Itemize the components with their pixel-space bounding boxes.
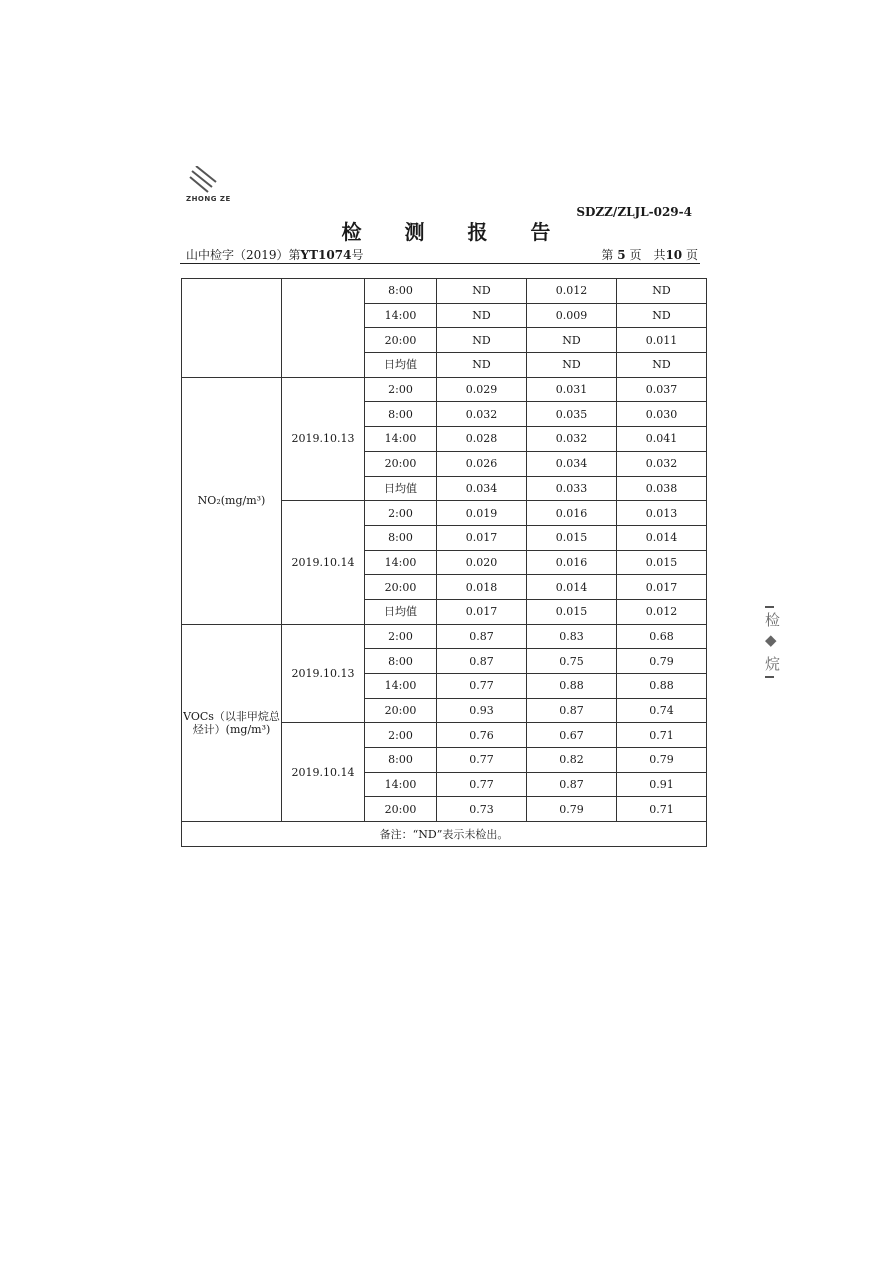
- value-cell: 0.88: [527, 674, 617, 699]
- value-cell: 0.028: [437, 427, 527, 452]
- time-cell: 8:00: [365, 402, 437, 427]
- time-cell: 20:00: [365, 575, 437, 600]
- results-table-body: [182, 279, 707, 847]
- time-cell: 20:00: [365, 328, 437, 353]
- value-cell: 0.77: [437, 772, 527, 797]
- ref-number: YT1074: [300, 248, 352, 262]
- value-cell: ND: [617, 279, 707, 304]
- value-cell: 0.012: [527, 279, 617, 304]
- value-cell: ND: [527, 328, 617, 353]
- value-cell: 0.020: [437, 550, 527, 575]
- value-cell: 0.87: [527, 698, 617, 723]
- value-cell: 0.93: [437, 698, 527, 723]
- time-cell: 2:00: [365, 501, 437, 526]
- value-cell: 0.026: [437, 451, 527, 476]
- value-cell: 0.77: [437, 674, 527, 699]
- value-cell: 0.79: [617, 649, 707, 674]
- value-cell: 0.79: [527, 797, 617, 822]
- value-cell: 0.87: [527, 772, 617, 797]
- date-cell: 2019.10.13: [282, 377, 365, 500]
- value-cell: 0.017: [437, 525, 527, 550]
- stamp-bar-top: [765, 606, 774, 608]
- date-cell: 2019.10.13: [282, 624, 365, 723]
- value-cell: 0.014: [617, 525, 707, 550]
- time-cell: 2:00: [365, 377, 437, 402]
- value-cell: 0.009: [527, 303, 617, 328]
- time-cell: 日均值: [365, 599, 437, 624]
- value-cell: 0.88: [617, 674, 707, 699]
- stamp-emblem: ◆: [765, 631, 777, 649]
- value-cell: 0.032: [527, 427, 617, 452]
- time-cell: 14:00: [365, 772, 437, 797]
- value-cell: 0.014: [527, 575, 617, 600]
- parameter-cell: VOCs（以非甲烷总烃计）(mg/m³): [182, 624, 282, 822]
- value-cell: 0.016: [527, 501, 617, 526]
- stamp-bar-bottom: [765, 676, 774, 678]
- time-cell: 2:00: [365, 723, 437, 748]
- value-cell: 0.019: [437, 501, 527, 526]
- value-cell: 0.87: [437, 624, 527, 649]
- value-cell: ND: [617, 353, 707, 378]
- value-cell: 0.015: [617, 550, 707, 575]
- value-cell: 0.67: [527, 723, 617, 748]
- stamp-char-3: 烷: [765, 655, 781, 673]
- value-cell: 0.037: [617, 377, 707, 402]
- value-cell: 0.79: [617, 748, 707, 773]
- value-cell: 0.91: [617, 772, 707, 797]
- value-cell: 0.83: [527, 624, 617, 649]
- value-cell: 0.032: [617, 451, 707, 476]
- time-cell: 8:00: [365, 279, 437, 304]
- company-logo: [186, 166, 232, 203]
- page-suffix: 页: [685, 248, 698, 262]
- value-cell: 0.013: [617, 501, 707, 526]
- value-cell: 0.017: [617, 575, 707, 600]
- time-cell: 14:00: [365, 427, 437, 452]
- value-cell: 0.76: [437, 723, 527, 748]
- value-cell: 0.68: [617, 624, 707, 649]
- value-cell: 0.029: [437, 377, 527, 402]
- table-row: [182, 377, 707, 402]
- time-cell: 14:00: [365, 674, 437, 699]
- value-cell: ND: [437, 328, 527, 353]
- value-cell: 0.73: [437, 797, 527, 822]
- value-cell: ND: [437, 303, 527, 328]
- value-cell: 0.87: [437, 649, 527, 674]
- table-note: 备注：“ND”表示未检出。: [182, 822, 707, 847]
- value-cell: 0.74: [617, 698, 707, 723]
- value-cell: 0.035: [527, 402, 617, 427]
- page-current: 5: [617, 248, 626, 262]
- logo-stripes-icon: [186, 166, 226, 194]
- value-cell: 0.71: [617, 797, 707, 822]
- value-cell: 0.030: [617, 402, 707, 427]
- stamp-char-1: 检: [765, 611, 781, 629]
- time-cell: 20:00: [365, 451, 437, 476]
- time-cell: 日均值: [365, 476, 437, 501]
- value-cell: 0.75: [527, 649, 617, 674]
- value-cell: ND: [527, 353, 617, 378]
- time-cell: 8:00: [365, 748, 437, 773]
- value-cell: 0.032: [437, 402, 527, 427]
- time-cell: 日均值: [365, 353, 437, 378]
- value-cell: 0.033: [527, 476, 617, 501]
- time-cell: 14:00: [365, 550, 437, 575]
- document-code: SDZZ/ZLJL-029-4: [576, 205, 692, 219]
- side-stamp-fragment: [765, 604, 783, 680]
- value-cell: 0.017: [437, 599, 527, 624]
- time-cell: 20:00: [365, 698, 437, 723]
- table-row: [182, 279, 707, 304]
- parameter-cell: NO₂(mg/m³): [182, 377, 282, 624]
- value-cell: 0.012: [617, 599, 707, 624]
- value-cell: 0.015: [527, 525, 617, 550]
- value-cell: 0.018: [437, 575, 527, 600]
- page-indicator: [601, 246, 698, 263]
- header-rule: [180, 263, 700, 264]
- time-cell: 8:00: [365, 649, 437, 674]
- value-cell: 0.038: [617, 476, 707, 501]
- report-reference: [186, 246, 363, 263]
- time-cell: 8:00: [365, 525, 437, 550]
- page-title: 检 测 报 告: [341, 220, 569, 244]
- time-cell: 2:00: [365, 624, 437, 649]
- ref-suffix: 号: [351, 248, 364, 262]
- page-total: 10: [665, 248, 683, 262]
- date-cell: 2019.10.14: [282, 723, 365, 822]
- value-cell: 0.041: [617, 427, 707, 452]
- value-cell: ND: [437, 279, 527, 304]
- table-row: [182, 624, 707, 649]
- value-cell: 0.011: [617, 328, 707, 353]
- value-cell: 0.016: [527, 550, 617, 575]
- value-cell: 0.034: [527, 451, 617, 476]
- value-cell: ND: [617, 303, 707, 328]
- date-cell: 2019.10.14: [282, 501, 365, 624]
- value-cell: 0.015: [527, 599, 617, 624]
- page-mid: 页 共: [629, 248, 666, 262]
- value-cell: 0.77: [437, 748, 527, 773]
- value-cell: 0.034: [437, 476, 527, 501]
- time-cell: 14:00: [365, 303, 437, 328]
- results-table: [181, 278, 707, 847]
- page-prefix: 第: [601, 248, 614, 262]
- date-cell: [282, 279, 365, 378]
- time-cell: 20:00: [365, 797, 437, 822]
- note-row: [182, 822, 707, 847]
- logo-text: ZHONG ZE: [186, 195, 231, 203]
- value-cell: 0.71: [617, 723, 707, 748]
- ref-prefix: 山中检字（2019）第: [186, 248, 301, 262]
- parameter-cell: [182, 279, 282, 378]
- value-cell: 0.82: [527, 748, 617, 773]
- value-cell: ND: [437, 353, 527, 378]
- value-cell: 0.031: [527, 377, 617, 402]
